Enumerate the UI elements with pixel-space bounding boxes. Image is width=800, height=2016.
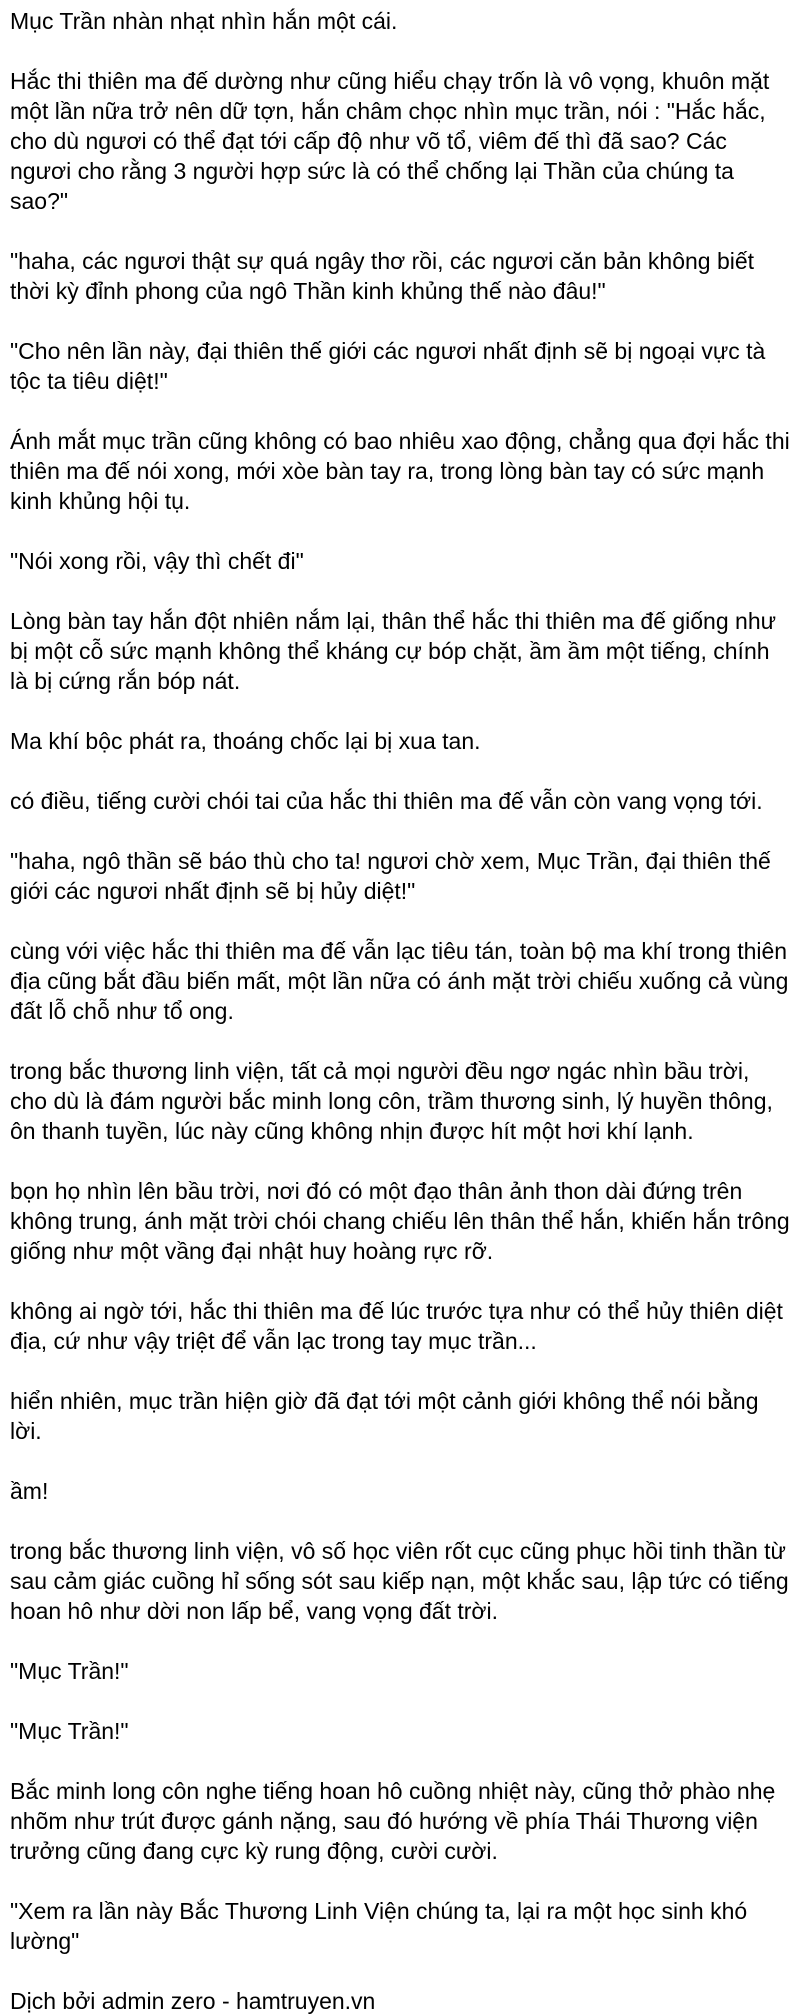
paragraph: không ai ngờ tới, hắc thi thiên ma đế lúc trước tựa như có thể hủy thiên diệt địa, cứ như vậy triệt để vẫn lạc trong tay mục trần... [10,1298,783,1354]
paragraph: "Mục Trần!" [10,1718,129,1744]
paragraph: Lòng bàn tay hắn đột nhiên nắm lại, thân thể hắc thi thiên ma đế giống như bị một cỗ sức mạnh không thể kháng cự bóp chặt, ầm ầm một tiếng, chính là bị cứng rắn bóp nát. [10,608,777,694]
paragraph: Ánh mắt mục trần cũng không có bao nhiêu xao động, chẳng qua đợi hắc thi thiên ma đế nói xong, mới xòe bàn tay ra, trong lòng bàn tay có sức mạnh kinh khủng hội tụ. [10,428,790,514]
paragraph: trong bắc thương linh viện, vô số học viên rốt cục cũng phục hồi tinh thần từ sau cảm giác cuồng hỉ sống sót sau kiếp nạn, một khắc sau, lập tức có tiếng hoan hô như dời non lấp bể, vang vọng đất trời. [10,1538,789,1624]
translator-credit: Dịch bởi admin zero - hamtruyen.vn [10,1988,376,2014]
paragraph: Bắc minh long côn nghe tiếng hoan hô cuồng nhiệt này, cũng thở phào nhẹ nhõm như trút được gánh nặng, sau đó hướng về phía Thái Thương viện trưởng cũng đang cực kỳ rung động, cười cười. [10,1778,776,1864]
paragraph: Mục Trần nhàn nhạt nhìn hắn một cái. [10,8,398,34]
paragraph: bọn họ nhìn lên bầu trời, nơi đó có một đạo thân ảnh thon dài đứng trên không trung, ánh mặt trời chói chang chiếu lên thân thể hắn, khiến hắn trông giống như một vầng đại nhật huy hoàng rực rỡ. [10,1178,790,1264]
paragraph: có điều, tiếng cười chói tai của hắc thi thiên ma đế vẫn còn vang vọng tới. [10,788,763,814]
paragraph: "Cho nên lần này, đại thiên thế giới các ngươi nhất định sẽ bị ngoại vực tà tộc ta tiêu diệt!" [10,338,766,394]
paragraph: "haha, ngô thần sẽ báo thù cho ta! ngươi chờ xem, Mục Trần, đại thiên thế giới các ngươi nhất định sẽ bị hủy diệt!" [10,848,771,904]
paragraph: hiển nhiên, mục trần hiện giờ đã đạt tới một cảnh giới không thể nói bằng lời. [10,1388,759,1444]
paragraph: "Mục Trần!" [10,1658,129,1684]
paragraph: trong bắc thương linh viện, tất cả mọi người đều ngơ ngác nhìn bầu trời, cho dù là đám người bắc minh long côn, trầm thương sinh, lý huyền thông, ôn thanh tuyền, lúc này cũng không nhịn được hít một hơi khí lạnh. [10,1058,773,1144]
paragraph: "haha, các ngươi thật sự quá ngây thơ rồi, các ngươi căn bản không biết thời kỳ đỉnh phong của ngô Thần kinh khủng thế nào đâu!" [10,248,755,304]
paragraph: Hắc thi thiên ma đế dường như cũng hiểu chạy trốn là vô vọng, khuôn mặt một lần nữa trở nên dữ tợn, hắn châm chọc nhìn mục trần, nói : "Hắc hắc, cho dù ngươi có thể đạt tới cấp độ như võ tổ, viêm đế thì đã sao? Các ngươi cho rằng 3 người hợp sức là có thể chống lại Thần của chúng ta sao?" [10,68,770,214]
paragraph: "Xem ra lần này Bắc Thương Linh Viện chúng ta, lại ra một học sinh khó lường" [10,1898,748,1954]
paragraph: cùng với việc hắc thi thiên ma đế vẫn lạc tiêu tán, toàn bộ ma khí trong thiên địa cũng bắt đầu biến mất, một lần nữa có ánh mặt trời chiếu xuống cả vùng đất lỗ chỗ như tổ ong. [10,938,789,1024]
paragraph: ầm! [10,1478,49,1504]
paragraph: Ma khí bộc phát ra, thoáng chốc lại bị xua tan. [10,728,481,754]
paragraph: "Nói xong rồi, vậy thì chết đi" [10,548,304,574]
